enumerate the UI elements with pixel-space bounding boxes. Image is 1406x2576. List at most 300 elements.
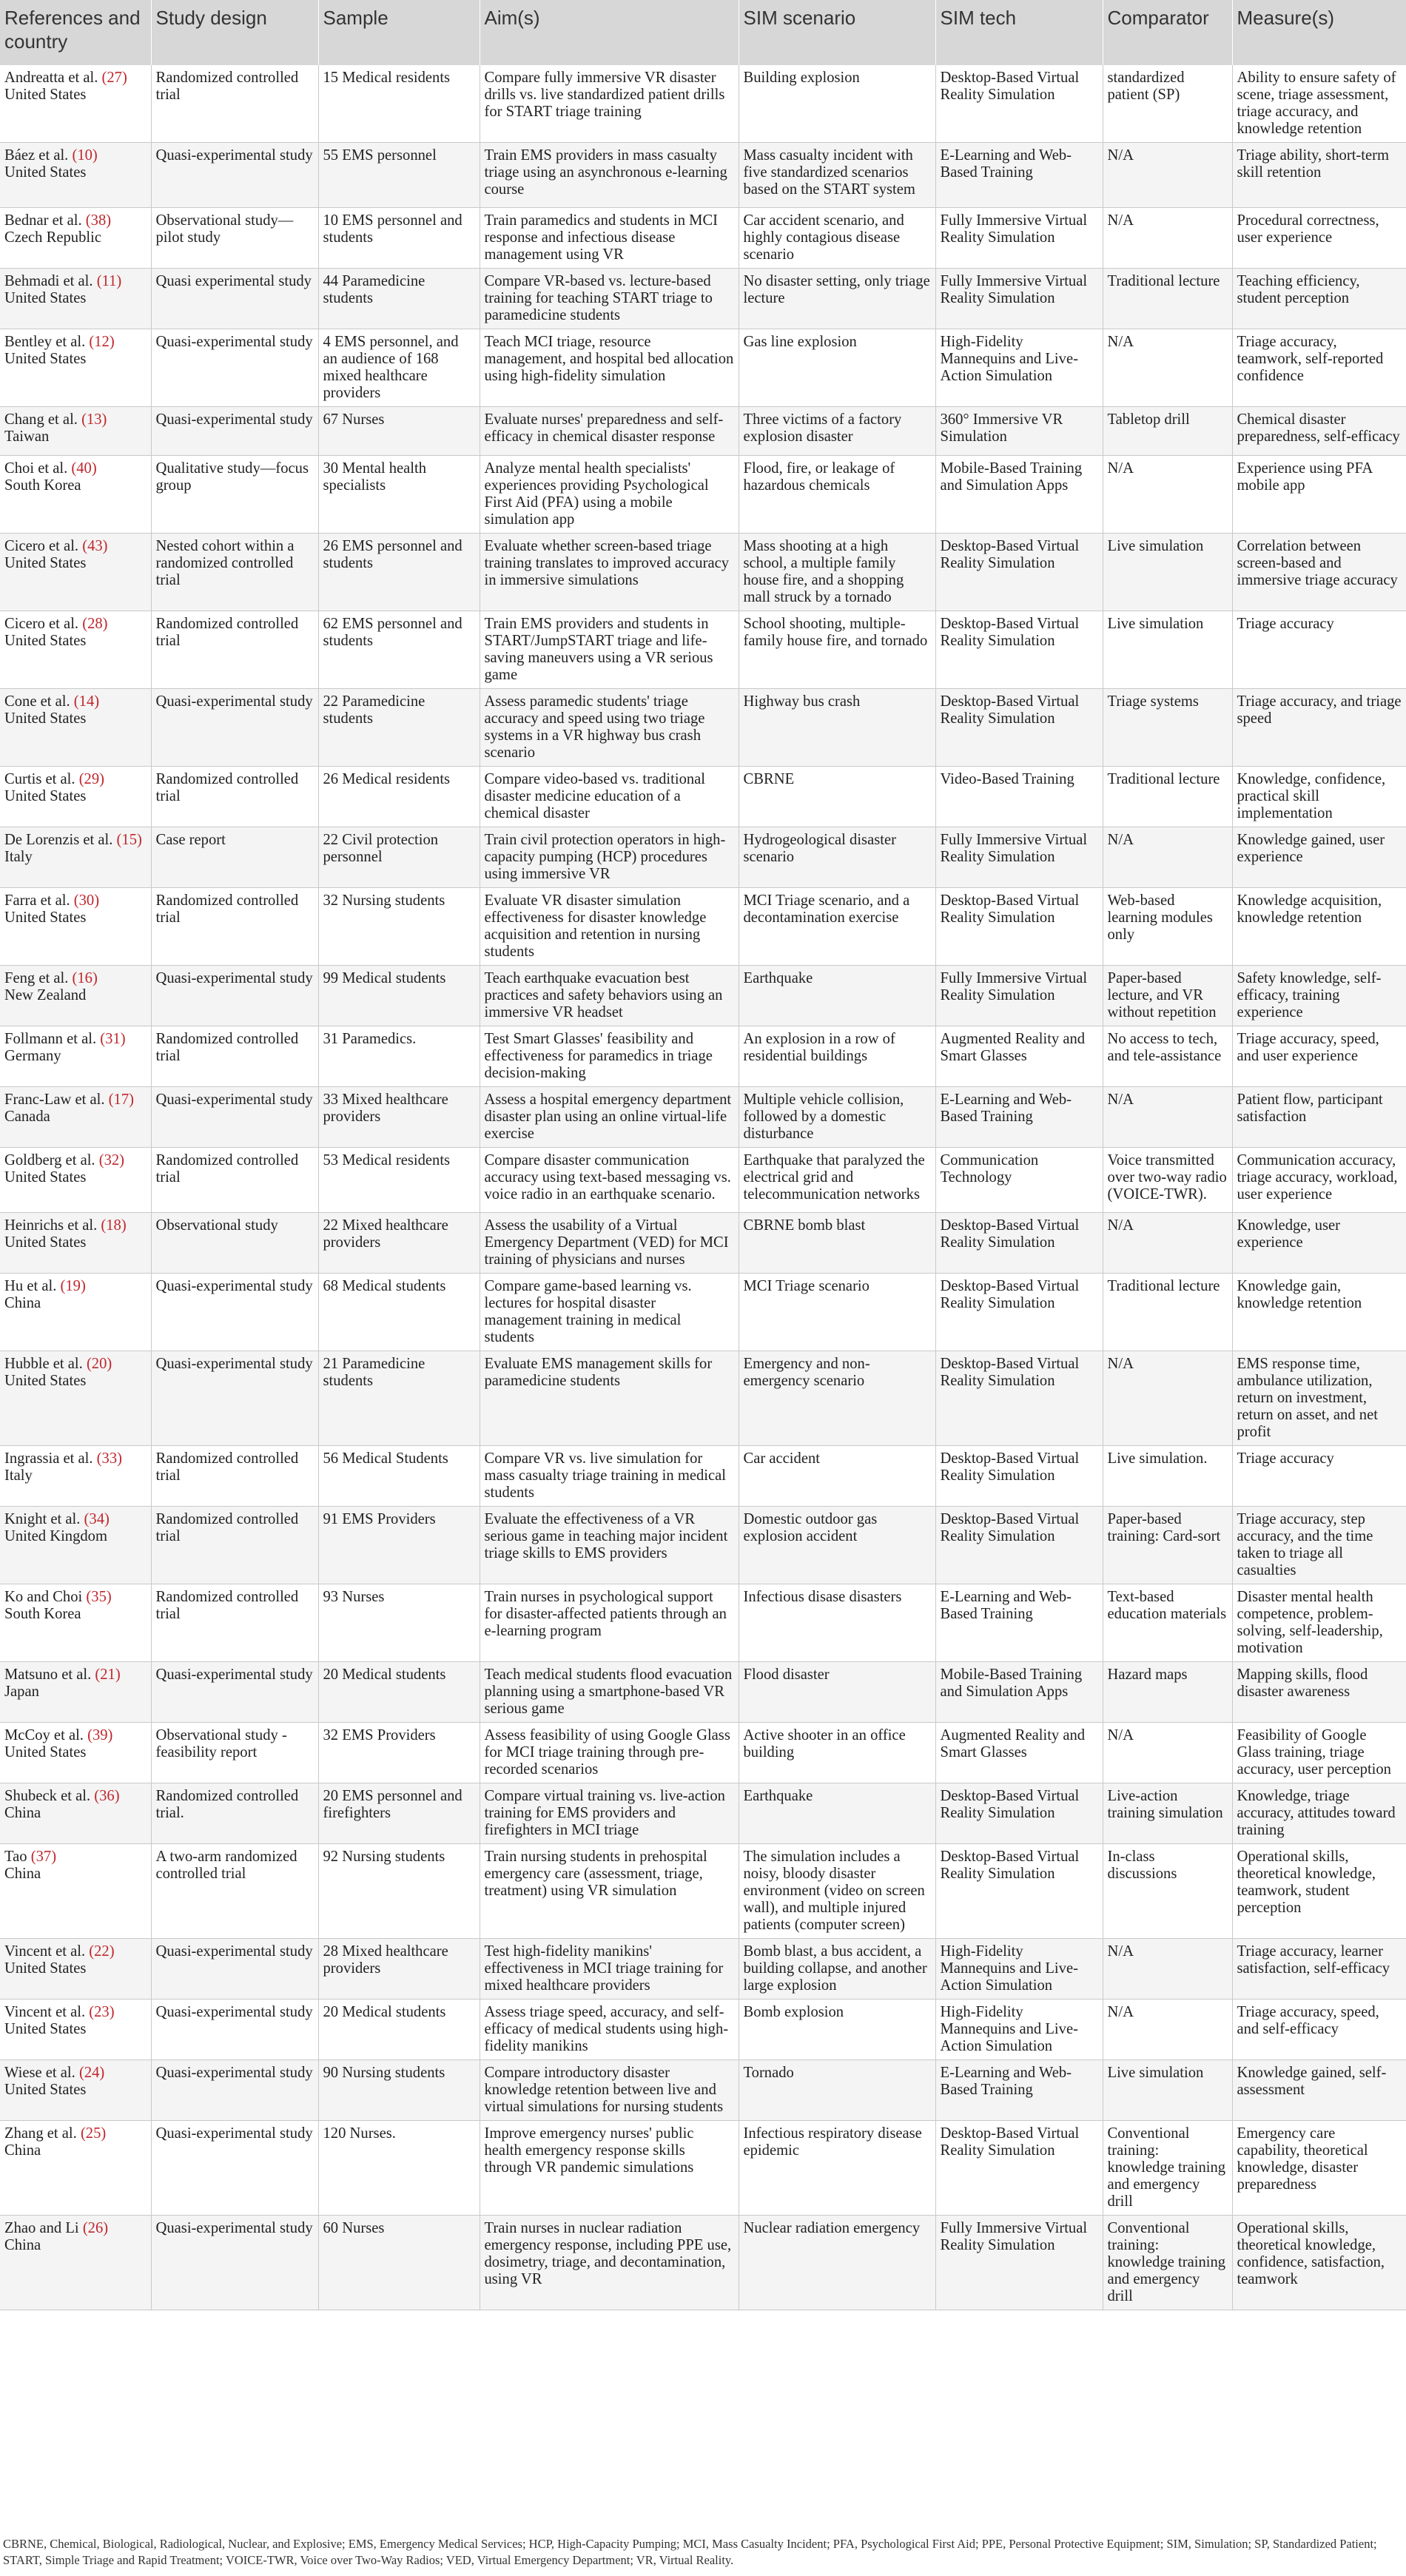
header-sim-tech: SIM tech [935, 0, 1103, 65]
cell-aim: Test high-fidelity manikins' effectiveness in MCI triage training for mixed healthcare providers [480, 1939, 739, 2000]
table-row [0, 65, 1406, 143]
cell-reference [0, 534, 151, 611]
reference-country: China [4, 1295, 41, 1311]
cell-measures: Knowledge, confidence, practical skill implementation [1232, 767, 1406, 827]
cell-sample: 4 EMS personnel, and an audience of 168 mixed healthcare providers [318, 329, 480, 407]
cell-aim: Compare introductory disaster knowledge retention between live and virtual simulations for nursing students [480, 2060, 739, 2121]
cell-sample: 20 Medical students [318, 1662, 480, 1723]
cell-aim: Evaluate the effectiveness of a VR serious game in teaching major incident triage skills to EMS providers [480, 1507, 739, 1584]
reference-author: Knight et al. [4, 1511, 81, 1527]
cell-sample: 99 Medical students [318, 966, 480, 1026]
reference-number-link[interactable]: (21) [95, 1667, 121, 1683]
reference-number-link[interactable]: (31) [100, 1031, 126, 1047]
cell-aim: Train civil protection operators in high-capacity pumping (HCP) procedures using immersive VR [480, 827, 739, 888]
table-row [0, 1087, 1406, 1148]
cell-sim-scenario: The simulation includes a noisy, bloody disaster environment (video on screen wall), and multiple injured patients (computer screen) [739, 1844, 935, 1939]
cell-aim: Train nursing students in prehospital emergency care (assessment, triage, treatment) using VR simulation [480, 1844, 739, 1939]
cell-study-design: Quasi-experimental study [151, 329, 318, 407]
reference-author: Ingrassia et al. [4, 1450, 93, 1467]
cell-study-design: Observational study - feasibility report [151, 1723, 318, 1783]
cell-sim-tech: Communication Technology [935, 1148, 1103, 1213]
cell-sample: 21 Paramedicine students [318, 1351, 480, 1446]
cell-reference [0, 456, 151, 534]
reference-number-link[interactable]: (27) [101, 70, 127, 86]
cell-study-design: Randomized controlled trial [151, 1446, 318, 1507]
cell-measures: Knowledge, user experience [1232, 1213, 1406, 1274]
cell-sample: 55 EMS personnel [318, 143, 480, 208]
cell-sim-scenario: Earthquake [739, 966, 935, 1026]
table-row [0, 329, 1406, 407]
cell-study-design: Quasi-experimental study [151, 2060, 318, 2121]
reference-author: Wiese et al. [4, 2065, 75, 2081]
reference-author: Hu et al. [4, 1278, 57, 1294]
cell-measures: Triage accuracy [1232, 1446, 1406, 1507]
cell-sample: 28 Mixed healthcare providers [318, 1939, 480, 2000]
cell-study-design: Quasi-experimental study [151, 1939, 318, 2000]
reference-number-link[interactable]: (43) [82, 538, 108, 554]
reference-country: United Kingdom [4, 1528, 107, 1544]
cell-sim-tech: Fully Immersive Virtual Reality Simulation [935, 966, 1103, 1026]
table-row [0, 456, 1406, 534]
cell-study-design: Quasi-experimental study [151, 2000, 318, 2060]
cell-sample: 32 Nursing students [318, 888, 480, 966]
reference-number-link[interactable]: (35) [86, 1589, 112, 1605]
cell-reference [0, 767, 151, 827]
cell-sim-tech: Desktop-Based Virtual Reality Simulation [935, 2121, 1103, 2216]
header-study-design: Study design [151, 0, 318, 65]
table-row [0, 1446, 1406, 1507]
cell-reference [0, 2216, 151, 2310]
cell-measures: Correlation between screen-based and immersive triage accuracy [1232, 534, 1406, 611]
reference-country: Italy [4, 849, 33, 865]
cell-aim: Compare fully immersive VR disaster drills vs. live standardized patient drills for START triage training [480, 65, 739, 143]
cell-sim-scenario: Mass casualty incident with five standardized scenarios based on the START system [739, 143, 935, 208]
reference-country: China [4, 2237, 41, 2253]
reference-author: Tao [4, 1849, 27, 1865]
reference-country: Italy [4, 1467, 33, 1484]
cell-sim-scenario: Hydrogeological disaster scenario [739, 827, 935, 888]
cell-sim-tech: Desktop-Based Virtual Reality Simulation [935, 65, 1103, 143]
table-row [0, 2000, 1406, 2060]
cell-measures: Triage accuracy, teamwork, self-reported confidence [1232, 329, 1406, 407]
cell-reference [0, 611, 151, 689]
cell-sim-tech: Augmented Reality and Smart Glasses [935, 1723, 1103, 1783]
cell-sample: 60 Nurses [318, 2216, 480, 2310]
cell-sim-tech: Desktop-Based Virtual Reality Simulation [935, 534, 1103, 611]
cell-aim: Assess the usability of a Virtual Emergency Department (VED) for MCI training of physicians and nurses [480, 1213, 739, 1274]
reference-country: United States [4, 87, 87, 103]
cell-measures: Operational skills, theoretical knowledge, teamwork, student perception [1232, 1844, 1406, 1939]
reference-country: Germany [4, 1048, 61, 1064]
cell-aim: Compare game-based learning vs. lectures for hospital disaster management training in medical students [480, 1274, 739, 1351]
reference-author: De Lorenzis et al. [4, 832, 113, 848]
cell-sim-scenario: Nuclear radiation emergency [739, 2216, 935, 2310]
reference-number-link[interactable]: (12) [89, 334, 115, 350]
reference-author: Matsuno et al. [4, 1667, 92, 1683]
reference-country: United States [4, 1960, 87, 1977]
cell-aim: Assess paramedic students' triage accuracy and speed using two triage systems in a VR highway bus crash scenario [480, 689, 739, 767]
cell-sim-tech: E-Learning and Web-Based Training [935, 1584, 1103, 1662]
reference-country: United States [4, 1744, 87, 1761]
cell-sample: 90 Nursing students [318, 2060, 480, 2121]
cell-sample: 44 Paramedicine students [318, 269, 480, 329]
cell-sample: 10 EMS personnel and students [318, 208, 480, 269]
cell-aim: Evaluate EMS management skills for paramedicine students [480, 1351, 739, 1446]
cell-aim: Evaluate nurses' preparedness and self-efficacy in chemical disaster response [480, 407, 739, 456]
reference-country: United States [4, 164, 87, 181]
reference-country: United States [4, 290, 87, 306]
cell-study-design: Quasi-experimental study [151, 143, 318, 208]
cell-study-design: Quasi-experimental study [151, 2121, 318, 2216]
cell-sim-scenario: Car accident scenario, and highly contagious disease scenario [739, 208, 935, 269]
cell-reference [0, 1662, 151, 1723]
cell-comparator: Live simulation. [1103, 1446, 1232, 1507]
cell-aim: Train EMS providers in mass casualty triage using an asynchronous e-learning course [480, 143, 739, 208]
cell-sim-scenario: CBRNE bomb blast [739, 1213, 935, 1274]
cell-sim-tech: Desktop-Based Virtual Reality Simulation [935, 1351, 1103, 1446]
reference-author: Franc-Law et al. [4, 1092, 105, 1108]
reference-number-link[interactable]: (39) [87, 1727, 113, 1743]
reference-number-link[interactable]: (33) [96, 1450, 122, 1467]
cell-reference [0, 1213, 151, 1274]
table-row [0, 1274, 1406, 1351]
cell-comparator: Live simulation [1103, 2060, 1232, 2121]
cell-aim: Compare video-based vs. traditional disaster medicine education of a chemical disaster [480, 767, 739, 827]
cell-sim-scenario: Car accident [739, 1446, 935, 1507]
reference-number-link[interactable]: (18) [101, 1217, 127, 1234]
reference-country: Japan [4, 1684, 39, 1700]
reference-author: Heinrichs et al. [4, 1217, 98, 1234]
cell-sample: 22 Paramedicine students [318, 689, 480, 767]
reference-country: New Zealand [4, 987, 87, 1003]
cell-sim-scenario: Mass shooting at a high school, a multiple family house fire, and a shopping mall struck by a tornado [739, 534, 935, 611]
cell-aim: Compare VR-based vs. lecture-based training for teaching START triage to paramedicine students [480, 269, 739, 329]
table-row [0, 2060, 1406, 2121]
cell-comparator: N/A [1103, 456, 1232, 534]
cell-sim-tech: Fully Immersive Virtual Reality Simulation [935, 269, 1103, 329]
cell-measures: Feasibility of Google Glass training, triage accuracy, user perception [1232, 1723, 1406, 1783]
cell-sim-tech: Desktop-Based Virtual Reality Simulation [935, 689, 1103, 767]
cell-reference [0, 1026, 151, 1087]
cell-measures: Safety knowledge, self-efficacy, training experience [1232, 966, 1406, 1026]
cell-measures: Triage accuracy, step accuracy, and the time taken to triage all casualties [1232, 1507, 1406, 1584]
table-row [0, 1723, 1406, 1783]
cell-aim: Train paramedics and students in MCI response and infectious disease management using VR [480, 208, 739, 269]
reference-number-link[interactable]: (29) [78, 771, 104, 787]
cell-comparator: Tabletop drill [1103, 407, 1232, 456]
cell-comparator: Live simulation [1103, 534, 1232, 611]
cell-comparator: Live-action training simulation [1103, 1783, 1232, 1844]
cell-aim: Train nurses in nuclear radiation emergency response, including PPE use, dosimetry, triage, and decontamination, using VR [480, 2216, 739, 2310]
cell-sample: 26 EMS personnel and students [318, 534, 480, 611]
reference-number-link[interactable]: (38) [85, 212, 112, 229]
cell-sim-scenario: Building explosion [739, 65, 935, 143]
reference-number-link[interactable]: (36) [94, 1788, 120, 1804]
reference-country: China [4, 1805, 41, 1821]
cell-sample: 93 Nurses [318, 1584, 480, 1662]
cell-study-design: Case report [151, 827, 318, 888]
reference-author: Behmadi et al. [4, 273, 93, 289]
cell-measures: Ability to ensure safety of scene, triage assessment, triage accuracy, and knowledge retention [1232, 65, 1406, 143]
reference-author: Cicero et al. [4, 538, 79, 554]
header-aims: Aim(s) [480, 0, 739, 65]
cell-aim: Assess a hospital emergency department disaster plan using an online virtual-life exercise [480, 1087, 739, 1148]
table-row [0, 2216, 1406, 2310]
reference-number-link[interactable]: (25) [80, 2125, 107, 2142]
cell-study-design: Quasi-experimental study [151, 1662, 318, 1723]
cell-sim-tech: High-Fidelity Mannequins and Live-Action Simulation [935, 329, 1103, 407]
reference-country: United States [4, 1234, 87, 1251]
cell-study-design: Randomized controlled trial [151, 65, 318, 143]
cell-measures: Emergency care capability, theoretical knowledge, disaster preparedness [1232, 2121, 1406, 2216]
reference-number-link[interactable]: (32) [98, 1152, 125, 1168]
reference-number-link[interactable]: (19) [60, 1278, 86, 1294]
cell-measures: Triage accuracy [1232, 611, 1406, 689]
cell-comparator: N/A [1103, 1939, 1232, 2000]
table-row [0, 143, 1406, 208]
table-row [0, 1148, 1406, 1213]
cell-comparator: Paper-based training: Card-sort [1103, 1507, 1232, 1584]
cell-sample: 20 EMS personnel and firefighters [318, 1783, 480, 1844]
cell-sim-scenario: MCI Triage scenario [739, 1274, 935, 1351]
reference-number-link[interactable]: (15) [116, 832, 142, 848]
cell-sim-tech: Desktop-Based Virtual Reality Simulation [935, 1446, 1103, 1507]
cell-sim-tech: Desktop-Based Virtual Reality Simulation [935, 611, 1103, 689]
cell-sim-scenario: Domestic outdoor gas explosion accident [739, 1507, 935, 1584]
table-row [0, 1662, 1406, 1723]
header-comparator: Comparator [1103, 0, 1232, 65]
cell-reference [0, 1274, 151, 1351]
cell-sim-tech: High-Fidelity Mannequins and Live-Action Simulation [935, 1939, 1103, 2000]
reference-author: Cone et al. [4, 693, 70, 710]
reference-author: Goldberg et al. [4, 1152, 95, 1168]
table-row [0, 1507, 1406, 1584]
reference-author: Zhao and Li [4, 2220, 79, 2236]
cell-reference [0, 1148, 151, 1213]
cell-sim-tech: Desktop-Based Virtual Reality Simulation [935, 1844, 1103, 1939]
reference-author: Farra et al. [4, 892, 70, 909]
cell-aim: Compare VR vs. live simulation for mass casualty triage training in medical students [480, 1446, 739, 1507]
cell-reference [0, 1446, 151, 1507]
reference-country: United States [4, 1373, 87, 1389]
cell-measures: Knowledge gained, self-assessment [1232, 2060, 1406, 2121]
cell-aim: Teach medical students flood evacuation planning using a smartphone-based VR serious game [480, 1662, 739, 1723]
cell-sim-tech: Desktop-Based Virtual Reality Simulation [935, 1213, 1103, 1274]
cell-reference [0, 966, 151, 1026]
reference-country: Taiwan [4, 428, 50, 445]
table-row [0, 2121, 1406, 2216]
cell-comparator: Triage systems [1103, 689, 1232, 767]
cell-reference [0, 689, 151, 767]
cell-comparator: No access to tech, and tele-assistance [1103, 1026, 1232, 1087]
table-row [0, 1351, 1406, 1446]
reference-author: Andreatta et al. [4, 70, 98, 86]
cell-comparator: Traditional lecture [1103, 767, 1232, 827]
reference-country: United States [4, 2082, 87, 2098]
reference-number-link[interactable]: (23) [89, 2004, 115, 2020]
reference-number-link[interactable]: (22) [89, 1943, 115, 1960]
cell-aim: Evaluate whether screen-based triage training translates to improved accuracy in immersive simulations [480, 534, 739, 611]
cell-measures: Knowledge gain, knowledge retention [1232, 1274, 1406, 1351]
cell-measures: Knowledge acquisition, knowledge retention [1232, 888, 1406, 966]
reference-author: Hubble et al. [4, 1356, 83, 1372]
cell-sim-scenario: Flood, fire, or leakage of hazardous chemicals [739, 456, 935, 534]
cell-sim-tech: Video-Based Training [935, 767, 1103, 827]
header-sim-scenario: SIM scenario [739, 0, 935, 65]
cell-reference [0, 827, 151, 888]
reference-author: Vincent et al. [4, 1943, 86, 1960]
cell-measures: Operational skills, theoretical knowledge, confidence, satisfaction, teamwork [1232, 2216, 1406, 2310]
reference-country: China [4, 2142, 41, 2159]
cell-sim-tech: Desktop-Based Virtual Reality Simulation [935, 1274, 1103, 1351]
cell-reference [0, 1844, 151, 1939]
cell-study-design: A two-arm randomized controlled trial [151, 1844, 318, 1939]
cell-study-design: Quasi-experimental study [151, 689, 318, 767]
reference-number-link[interactable]: (34) [84, 1511, 110, 1527]
cell-sample: 31 Paramedics. [318, 1026, 480, 1087]
reference-number-link[interactable]: (37) [30, 1849, 57, 1865]
cell-comparator: N/A [1103, 827, 1232, 888]
reference-country: United States [4, 788, 87, 804]
cell-comparator: N/A [1103, 2000, 1232, 2060]
cell-sim-scenario: Flood disaster [739, 1662, 935, 1723]
reference-author: Chang et al. [4, 411, 78, 428]
cell-study-design: Quasi-experimental study [151, 1087, 318, 1148]
reference-number-link[interactable]: (14) [73, 693, 100, 710]
cell-sim-scenario: School shooting, multiple-family house fire, and tornado [739, 611, 935, 689]
reference-number-link[interactable]: (28) [82, 616, 108, 632]
reference-country: United States [4, 351, 87, 367]
cell-sample: 20 Medical students [318, 2000, 480, 2060]
cell-reference [0, 1783, 151, 1844]
cell-measures: EMS response time, ambulance utilization, return on investment, return on asset, and net profit [1232, 1351, 1406, 1446]
header-measures: Measure(s) [1232, 0, 1406, 65]
reference-number-link[interactable]: (10) [72, 147, 98, 164]
cell-comparator: N/A [1103, 208, 1232, 269]
cell-aim: Compare disaster communication accuracy using text-based messaging vs. voice radio in an earthquake scenario. [480, 1148, 739, 1213]
cell-comparator: Conventional training: knowledge training and emergency drill [1103, 2121, 1232, 2216]
cell-sim-tech: Mobile-Based Training and Simulation Apps [935, 456, 1103, 534]
reference-number-link[interactable]: (13) [81, 411, 107, 428]
cell-study-design: Qualitative study—focus group [151, 456, 318, 534]
cell-sim-scenario: Gas line explosion [739, 329, 935, 407]
cell-comparator: In-class discussions [1103, 1844, 1232, 1939]
reference-number-link[interactable]: (24) [78, 2065, 105, 2081]
cell-study-design: Randomized controlled trial [151, 1584, 318, 1662]
cell-comparator: Traditional lecture [1103, 1274, 1232, 1351]
reference-number-link[interactable]: (11) [96, 273, 122, 289]
table-row [0, 689, 1406, 767]
cell-reference [0, 143, 151, 208]
cell-comparator: N/A [1103, 1213, 1232, 1274]
cell-sim-scenario: An explosion in a row of residential buildings [739, 1026, 935, 1087]
reference-author: Zhang et al. [4, 2125, 77, 2142]
cell-study-design: Randomized controlled trial [151, 1026, 318, 1087]
header-row [0, 0, 1406, 65]
reference-country: United States [4, 633, 87, 649]
cell-measures: Knowledge gained, user experience [1232, 827, 1406, 888]
reference-number-link[interactable]: (30) [73, 892, 100, 909]
reference-number-link[interactable]: (26) [82, 2220, 109, 2236]
reference-author: Vincent et al. [4, 2004, 86, 2020]
cell-sample: 67 Nurses [318, 407, 480, 456]
table-row [0, 208, 1406, 269]
cell-sim-scenario: Emergency and non-emergency scenario [739, 1351, 935, 1446]
table-footnote: CBRNE, Chemical, Biological, Radiological, Nuclear, and Explosive; EMS, Emergency Medical Services; HCP, High-Capacity Pumping; MCI, Mass Casualty Incident; PFA, Psychological First Aid; PPE, Personal Protective Equipment; SIM, Simulation; SP, Standardized Patient; START, Simple Triage and Rapid Treatment; VOICE-TWR, Voice over Two-Way Radios; VED, Virtual Emergency Department; VR, Virtual Reality. [3, 2537, 1377, 2567]
cell-study-design: Nested cohort within a randomized controlled trial [151, 534, 318, 611]
cell-study-design: Randomized controlled trial [151, 888, 318, 966]
cell-sim-tech: Augmented Reality and Smart Glasses [935, 1026, 1103, 1087]
reference-country: South Korea [4, 1606, 81, 1622]
cell-sample: 120 Nurses. [318, 2121, 480, 2216]
reference-number-link[interactable]: (20) [86, 1356, 112, 1372]
cell-aim: Evaluate VR disaster simulation effectiveness for disaster knowledge acquisition and retention in nursing students [480, 888, 739, 966]
cell-sim-tech: E-Learning and Web-Based Training [935, 1087, 1103, 1148]
reference-number-link[interactable]: (16) [72, 970, 98, 986]
table-row [0, 1844, 1406, 1939]
reference-author: Cicero et al. [4, 616, 79, 632]
table-row [0, 888, 1406, 966]
cell-study-design: Quasi-experimental study [151, 1274, 318, 1351]
cell-study-design: Quasi-experimental study [151, 407, 318, 456]
cell-measures: Triage accuracy, learner satisfaction, self-efficacy [1232, 1939, 1406, 2000]
cell-sim-scenario: MCI Triage scenario, and a decontamination exercise [739, 888, 935, 966]
reference-number-link[interactable]: (40) [71, 460, 97, 477]
table-row [0, 827, 1406, 888]
table-row [0, 1939, 1406, 2000]
cell-sim-tech: Desktop-Based Virtual Reality Simulation [935, 1507, 1103, 1584]
cell-sample: 92 Nursing students [318, 1844, 480, 1939]
cell-sim-tech: High-Fidelity Mannequins and Live-Action Simulation [935, 2000, 1103, 2060]
cell-study-design: Randomized controlled trial [151, 1148, 318, 1213]
cell-comparator: standardized patient (SP) [1103, 65, 1232, 143]
cell-comparator: N/A [1103, 143, 1232, 208]
cell-reference [0, 269, 151, 329]
cell-study-design: Quasi-experimental study [151, 2216, 318, 2310]
reference-country: Canada [4, 1109, 50, 1125]
reference-author: Curtis et al. [4, 771, 75, 787]
cell-measures: Knowledge, triage accuracy, attitudes toward training [1232, 1783, 1406, 1844]
cell-aim: Train EMS providers and students in START/JumpSTART triage and life-saving maneuvers using a VR serious game [480, 611, 739, 689]
cell-comparator: N/A [1103, 329, 1232, 407]
cell-sim-scenario: Infectious disase disasters [739, 1584, 935, 1662]
cell-comparator: Conventional training: knowledge training and emergency drill [1103, 2216, 1232, 2310]
cell-sim-scenario: Bomb explosion [739, 2000, 935, 2060]
table-row [0, 767, 1406, 827]
cell-sample: 22 Mixed healthcare providers [318, 1213, 480, 1274]
cell-sim-tech: E-Learning and Web-Based Training [935, 143, 1103, 208]
reference-country: United States [4, 555, 87, 571]
reference-author: Bentley et al. [4, 334, 86, 350]
table-row [0, 1783, 1406, 1844]
cell-aim: Compare virtual training vs. live-action training for EMS providers and firefighters in MCI triage [480, 1783, 739, 1844]
reference-country: United States [4, 2021, 87, 2037]
cell-reference [0, 208, 151, 269]
reference-author: Ko and Choi [4, 1589, 83, 1605]
cell-sample: 15 Medical residents [318, 65, 480, 143]
cell-sim-scenario: Tornado [739, 2060, 935, 2121]
cell-sim-scenario: Highway bus crash [739, 689, 935, 767]
cell-reference [0, 2121, 151, 2216]
cell-aim: Teach MCI triage, resource management, and hospital bed allocation using high-fidelity simulation [480, 329, 739, 407]
cell-sim-scenario: Multiple vehicle collision, followed by a domestic disturbance [739, 1087, 935, 1148]
cell-sim-tech: E-Learning and Web-Based Training [935, 2060, 1103, 2121]
cell-reference [0, 1507, 151, 1584]
cell-comparator: N/A [1103, 1351, 1232, 1446]
table-row [0, 534, 1406, 611]
reference-number-link[interactable]: (17) [108, 1092, 134, 1108]
cell-measures: Triage accuracy, speed, and self-efficacy [1232, 2000, 1406, 2060]
